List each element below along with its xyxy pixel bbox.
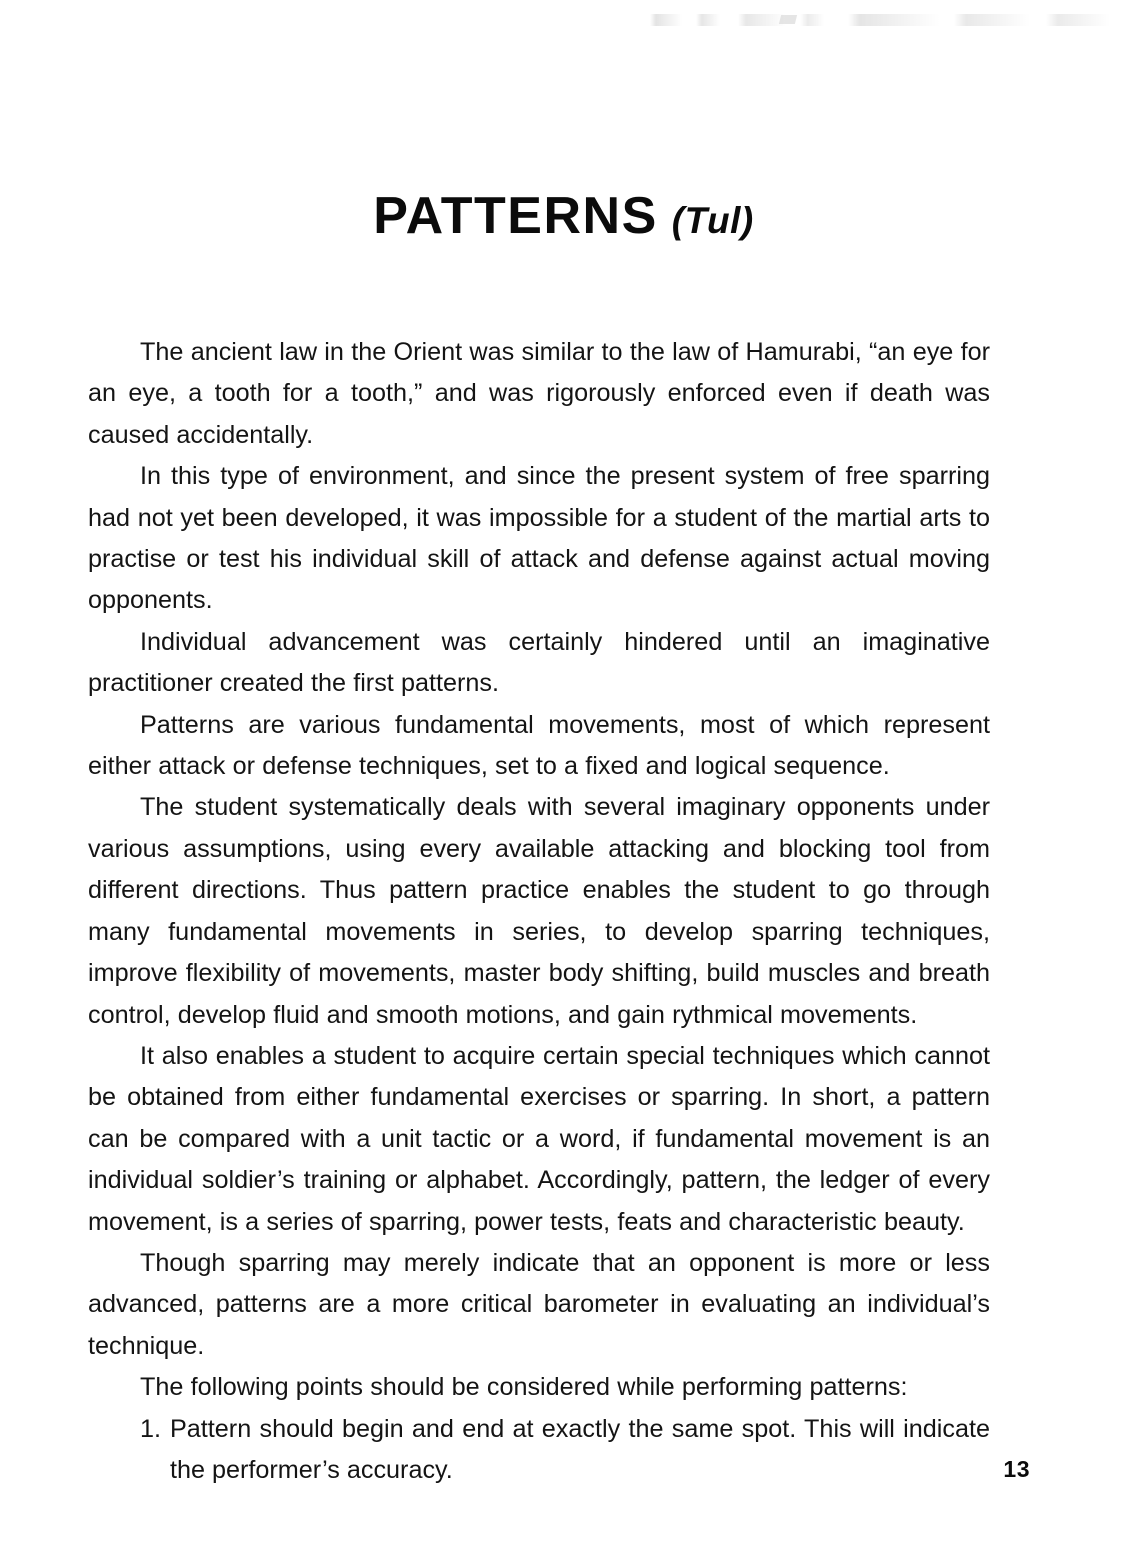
paragraph: The student systematically deals with several imaginary opponents under various assumptions, using every available attacking and blocking tool from different directions. Thus pattern practice enables the student to go through many fundamental movements in series, to develop sparring techniques, improve flexibility of movements, master body shifting, build muscles and breath control, develop fluid and smooth motions, and gain rythmical movements.	[88, 793, 990, 1029]
page-title	[0, 186, 1127, 246]
list-item-marker: 1.	[140, 1414, 162, 1443]
numbered-points-list	[88, 1409, 990, 1492]
title-subtitle-text: (Tul)	[671, 200, 754, 241]
paragraph: It also enables a student to acquire certain special techniques which cannot be obtained from either fundamental exercises or sparring. In short, a pattern can be compared with a unit tactic or a word, if fundamental movement is an individual soldier’s training or alphabet. Accordingly, pattern, the ledger of every movement, is a series of sparring, power tests, feats and characteristic beauty.	[88, 1041, 990, 1236]
scan-artifact-noise	[610, 14, 1110, 26]
paragraph: The ancient law in the Orient was similar to the law of Hamurabi, “an eye for an eye, a tooth for a tooth,” and was rigorously enforced even if death was caused accidentally.	[88, 338, 990, 449]
paragraph: Individual advancement was certainly hindered until an imaginative practitioner created the first patterns.	[88, 627, 990, 698]
paragraph: Patterns are various fundamental movements, most of which represent either attack or defense techniques, set to a fixed and logical sequence.	[88, 710, 990, 781]
paragraph: Though sparring may merely indicate that an opponent is more or less advanced, patterns are a more critical barometer in evaluating an individual’s technique.	[88, 1248, 990, 1360]
paragraph: The following points should be considered while performing patterns:	[140, 1373, 908, 1402]
list-item	[88, 1409, 990, 1492]
list-item-text: Pattern should begin and end at exactly the same spot. This will indicate the performer’s accuracy.	[170, 1414, 990, 1484]
body-text-block	[88, 332, 990, 1491]
title-main-text: PATTERNS	[373, 187, 658, 245]
page-number: 13	[1003, 1456, 1030, 1482]
paragraph: In this type of environment, and since the present system of free sparring had not yet been developed, it was impossible for a student of the martial arts to practise or test his individual skill of attack and defense against actual moving opponents.	[88, 462, 990, 615]
